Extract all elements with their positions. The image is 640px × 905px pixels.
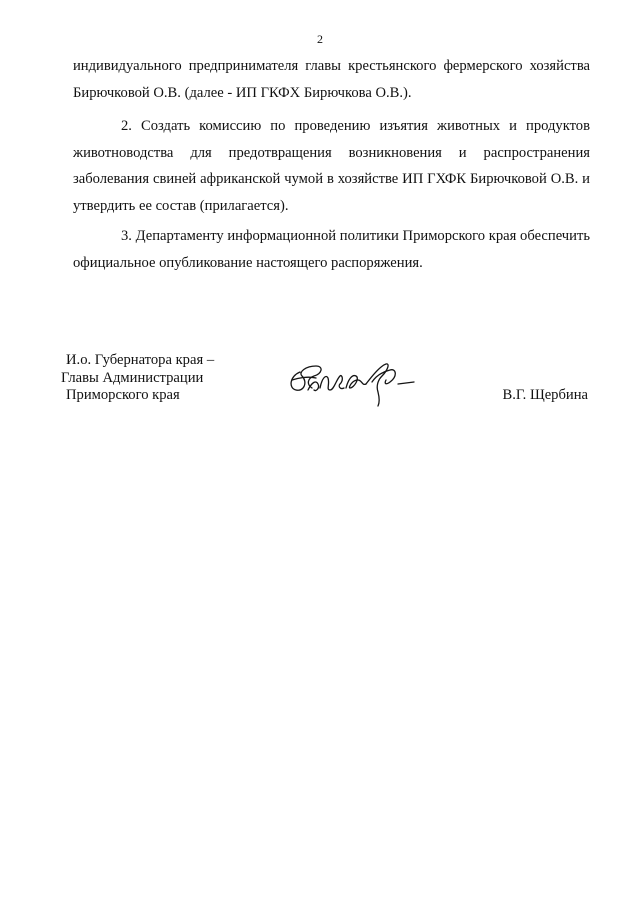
paragraph-continuation <box>73 53 590 106</box>
paragraph-text: индивидуального предпринимателя главы крестьянского фермерского хозяйства Бирючковой О.В. (далее - ИП ГКФХ Бирючкова О.В.). <box>73 58 590 101</box>
handwritten-signature-icon <box>286 354 426 410</box>
signer-title <box>61 352 215 405</box>
paragraph-text: 2. Создать комиссию по проведению изъятия животных и продуктов животноводства для предотвращения возникновения и распространения заболевания свиней африканской чумой в хозяйстве ИП ГХФК Бирючковой О.В. и утвердить ее состав (прилагается). <box>73 118 590 214</box>
paragraph-text: 3. Департаменту информационной политики Приморского края обеспечить официальное опубликование настоящего распоряжения. <box>73 228 590 271</box>
page-number: 2 <box>317 32 323 46</box>
signer-title-line: И.о. Губернатора края – <box>66 352 215 368</box>
paragraph-item-2 <box>73 113 590 219</box>
signer-name: В.Г. Щербина <box>502 387 588 403</box>
signer-title-line: Приморского края <box>66 387 180 403</box>
signer-title-line: Главы Администрации <box>61 369 204 386</box>
signature-block <box>0 352 640 412</box>
paragraph-item-3 <box>73 223 590 276</box>
